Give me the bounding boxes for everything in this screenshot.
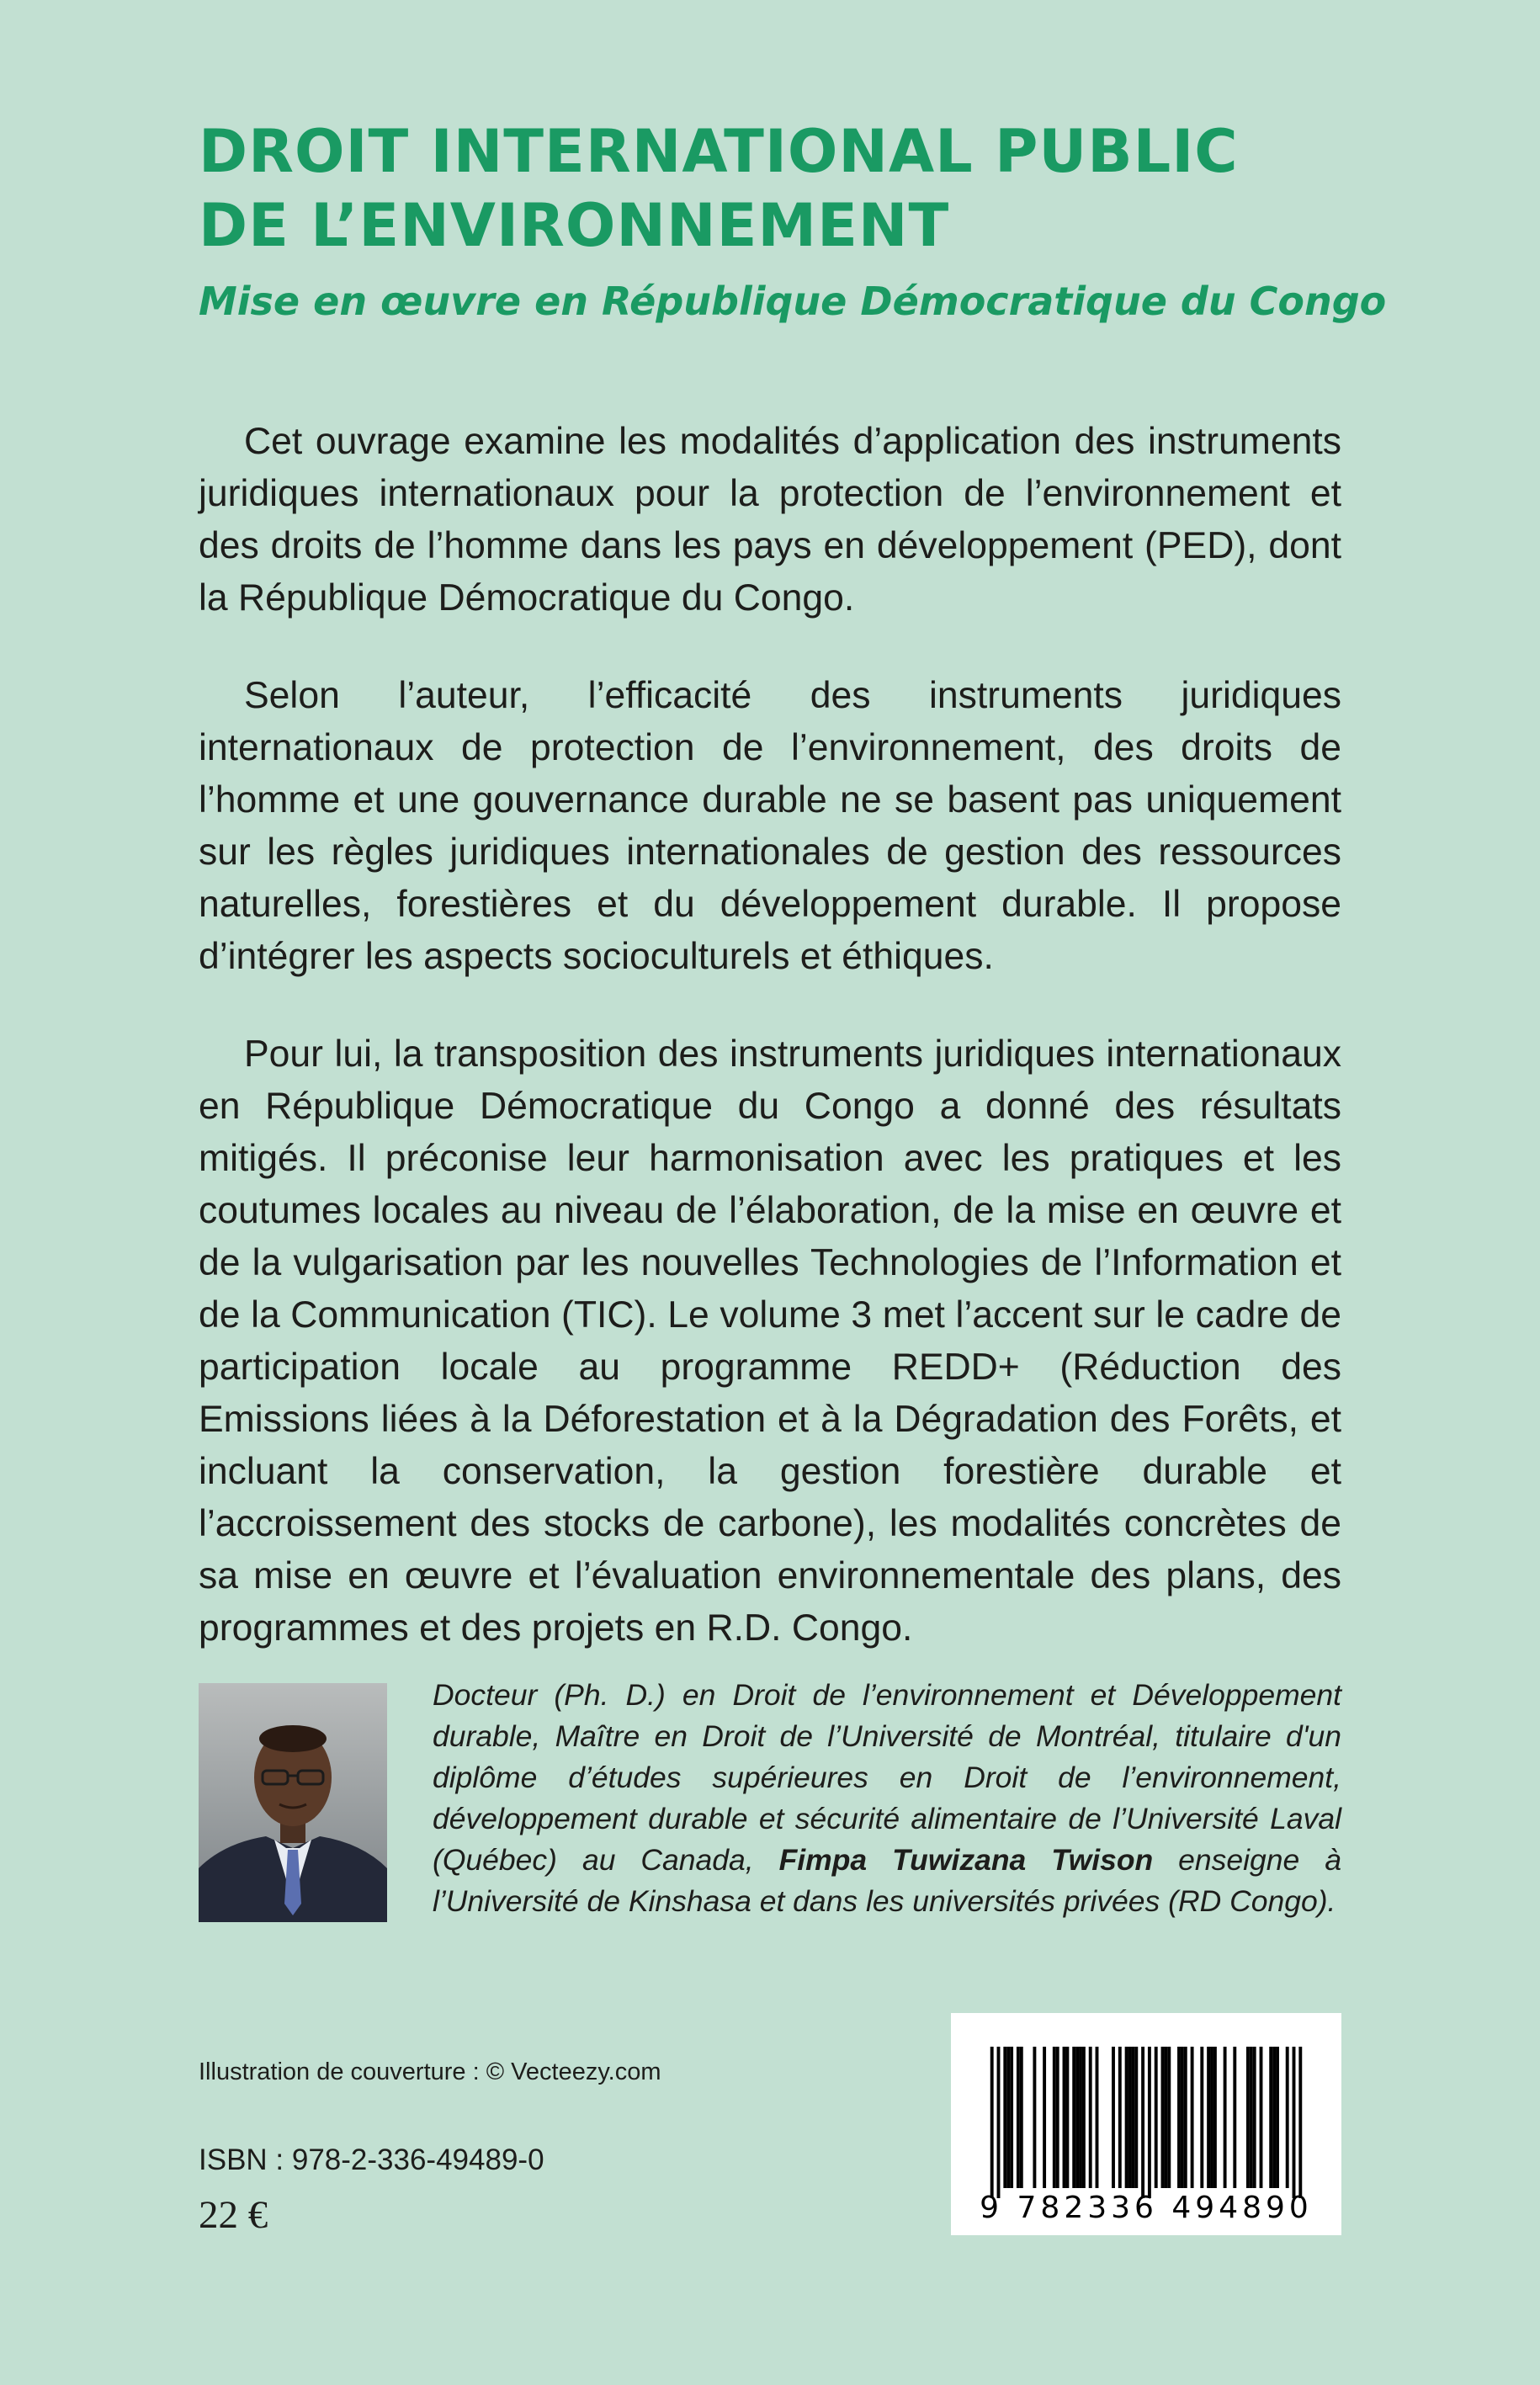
barcode-bar: [1167, 2047, 1171, 2188]
barcode-bar: [990, 2047, 994, 2198]
barcode-bar: [1043, 2047, 1046, 2188]
barcode-bar: [1269, 2047, 1272, 2188]
barcode-bar: [1233, 2047, 1236, 2188]
barcode-bar: [1200, 2047, 1203, 2188]
barcode-bar: [1020, 2047, 1023, 2188]
author-biography: [433, 1675, 1341, 1922]
summary-paragraph-1: Cet ouvrage examine les modalités d’application des instruments juridiques internationaux pour la protection de l’environnement et des droits de l’homme dans les pays en développement (PED), dont la République Démocratique du Congo.: [199, 421, 1341, 619]
barcode-bar: [1082, 2047, 1086, 2188]
barcode-bar: [1210, 2047, 1213, 2188]
barcode-bar: [1141, 2047, 1144, 2198]
barcode-bar: [1065, 2047, 1069, 2188]
barcode-bar: [1134, 2047, 1138, 2188]
barcode-bar: [1118, 2047, 1122, 2188]
barcode-bar: [1089, 2047, 1092, 2188]
author-name: Fimpa Tuwizana Twison: [778, 1843, 1154, 1877]
barcode-bar: [1017, 2047, 1020, 2188]
barcode-bar: [1191, 2047, 1194, 2188]
isbn-number: ISBN : 978-2-336-49489-0: [199, 2143, 544, 2176]
book-price: 22 €: [199, 2193, 268, 2237]
barcode-bar: [1184, 2047, 1187, 2188]
author-bio-outro: enseigne à l’Université de Kinshasa et dans les universités privées (RD Congo).: [433, 1843, 1341, 1918]
barcode-bar: [1224, 2047, 1227, 2188]
illustration-credit: Illustration de couverture : © Vecteezy.com: [199, 2058, 661, 2085]
barcode-bar: [1053, 2047, 1056, 2188]
barcode-bar: [1033, 2047, 1036, 2188]
barcode-bar: [1003, 2047, 1006, 2188]
barcode-bar: [1096, 2047, 1099, 2188]
barcode-bar: [1112, 2047, 1115, 2188]
barcode-bar: [1125, 2047, 1128, 2188]
summary-paragraph-2: Selon l’auteur, l’efficacité des instruments juridiques internationaux de protection de l’environnement, des droits de l’homme et une gouvernance durable ne se basent pas uniquement sur les règles juridiques internationales de gestion des ressources naturelles, forestières et du développement durable. Il propose d’intégrer les aspects socioculturels et éthiques.: [199, 675, 1341, 977]
summary-paragraph-3: Pour lui, la transposition des instruments juridiques internationaux en République Démocratique du Congo a donné des résultats mitigés. Il préconise leur harmonisation avec les pratiques et les coutumes locales au niveau de l’élaboration, de la mise en œuvre et de la vulgarisation par les nouvelles Technologies de l’Information et de la Communication (TIC). Le volume 3 met l’accent sur le cadre de participation locale au programme REDD+ (Réduction des Emissions liées à la Déforestation et à la Dégradation des Forêts, et incluant la conservation, la gestion forestière durable et l’accroissement des stocks de carbone), les modalités concrètes de sa mise en œuvre et l’évaluation environnementale des plans, des programmes et des projets en R.D. Congo.: [199, 1033, 1341, 1649]
barcode-bar: [1213, 2047, 1217, 2188]
barcode-bar: [1006, 2047, 1010, 2188]
barcode-bar: [1131, 2047, 1134, 2188]
barcode-bar: [1272, 2047, 1276, 2188]
barcode-bar: [1177, 2047, 1181, 2188]
barcode-bar: [1253, 2047, 1256, 2188]
barcode: [951, 2013, 1341, 2235]
author-photo: [199, 1683, 387, 1922]
barcode-bar: [1155, 2047, 1158, 2188]
barcode-bar: [1063, 2047, 1066, 2188]
barcode-bar: [1181, 2047, 1184, 2188]
barcode-bar: [1161, 2047, 1165, 2188]
barcode-bar: [1250, 2047, 1253, 2188]
barcode-bar: [1276, 2047, 1279, 2188]
barcode-digits: 9 782336 494890: [980, 2191, 1313, 2225]
book-title-line-1: DROIT INTERNATIONAL PUBLIC: [199, 117, 1239, 186]
barcode-bar: [1246, 2047, 1250, 2188]
barcode-bar: [1286, 2047, 1289, 2188]
author-bio-intro: Docteur (Ph. D.) en Droit de l’environnement et Développement durable, Maître en Droit de l’Université de Montréal, titulaire d'un diplôme d’études supérieures en Droit de l’environnement, développement durable et sécurité alimentaire de l’Université Laval (Québec) au Canada,: [433, 1678, 1341, 1877]
book-subtitle: Mise en œuvre en République Démocratique du Congo: [199, 279, 1387, 324]
barcode-bar: [1075, 2047, 1079, 2188]
barcode-bar: [1207, 2047, 1210, 2188]
barcode-bar: [1079, 2047, 1082, 2188]
barcode-bar: [1072, 2047, 1075, 2188]
barcode-bar: [1164, 2047, 1167, 2188]
barcode-bar: [1293, 2047, 1296, 2198]
book-title-line-2: DE L’ENVIRONNEMENT: [199, 191, 950, 260]
barcode-bar: [1010, 2047, 1013, 2188]
back-cover-summary: [199, 416, 1341, 1655]
barcode-bar: [1148, 2047, 1151, 2198]
barcode-bar: [1056, 2047, 1059, 2188]
book-title: [199, 114, 1419, 263]
barcode-bar: [997, 2047, 1001, 2198]
barcode-bar: [1298, 2047, 1302, 2198]
barcode-bar: [1260, 2047, 1263, 2188]
barcode-bar: [1128, 2047, 1132, 2188]
